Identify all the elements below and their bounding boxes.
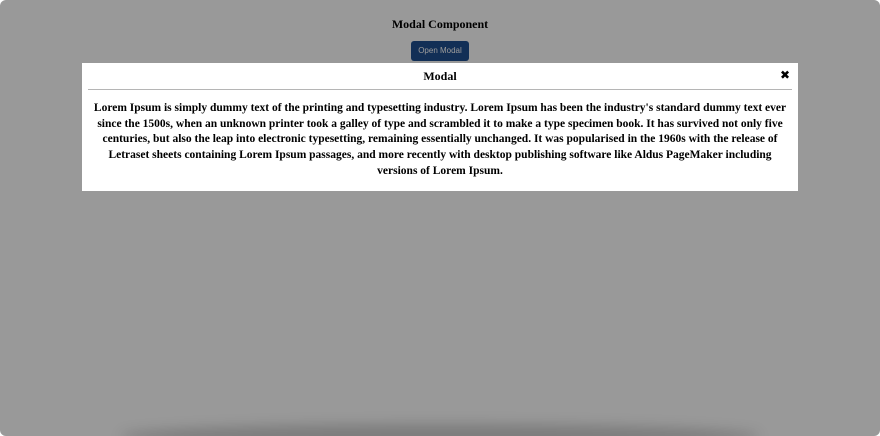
- modal-dialog: [82, 63, 798, 191]
- modal-title: Modal: [423, 69, 457, 83]
- modal-body-text: Lorem Ipsum is simply dummy text of the printing and typesetting industry. Lorem Ipsum has been the industry's standard dummy text ever since the 1500s, when an unknown printer took a galley of type and scrambled it to make a type specimen book. It has survived not only five centuries, but also the leap into electronic typesetting, remaining essentially unchanged. It was popularised in the 1960s with the release of Letraset sheets containing Lorem Ipsum passages, and more recently with desktop publishing software like Aldus PageMaker including versions of Lorem Ipsum.: [93, 102, 787, 177]
- page-title: Modal Component: [391, 17, 489, 31]
- close-icon[interactable]: ✖: [779, 68, 791, 82]
- modal-header-divider: [88, 89, 792, 90]
- open-modal-button[interactable]: Open Modal: [411, 41, 469, 61]
